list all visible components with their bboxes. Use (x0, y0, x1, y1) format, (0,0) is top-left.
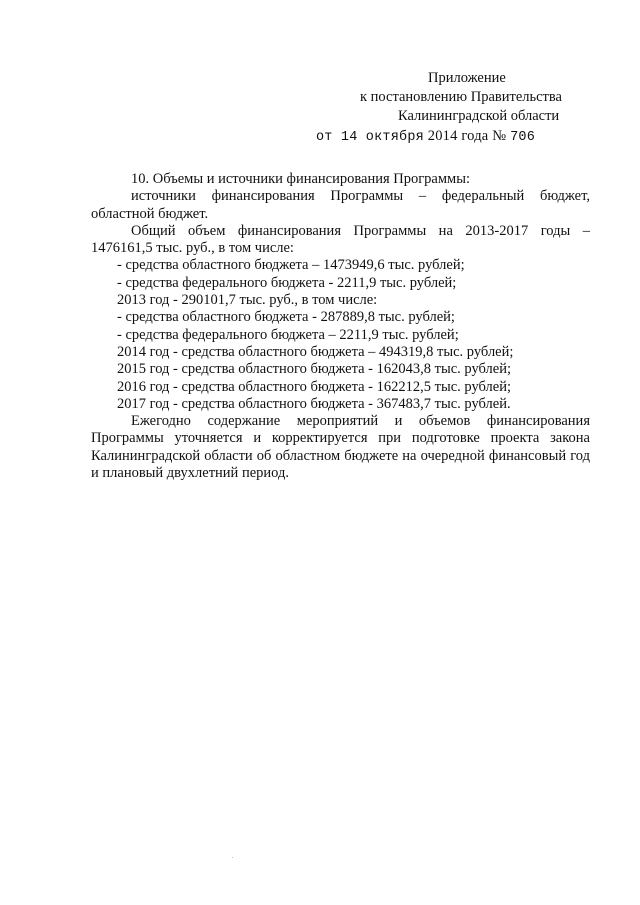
region-name: Калининградской области (398, 108, 560, 124)
funding-item: - средства федерального бюджета - 2211,9 тыс. рублей; (117, 274, 457, 291)
resolution-date-stamp: от 14 октября (316, 130, 424, 145)
sources-line-1: источники финансирования Программы – федеральный бюджет, (131, 188, 590, 205)
resolution-year-label: 2014 года № (423, 128, 511, 144)
section-title: 10. Объемы и источники финансирования Программы: (131, 171, 470, 187)
funding-item: 2013 год - 290101,7 тыс. руб., в том числе: (117, 292, 378, 309)
financing-section (91, 171, 590, 482)
total-line-2: 1476161,5 тыс. руб., в том числе: (91, 240, 294, 257)
funding-item: 2014 год - средства областного бюджета – 494319,8 тыс. рублей; (117, 343, 514, 360)
closing-paragraph: Ежегодно содержание мероприятий и объемов финансирования Программы уточняется и корректируется при подготовке проекта закона Калининградской области об областном бюджете на очередной финансовый год и плановый двухлетний период. (91, 413, 590, 482)
scan-speck (232, 857, 233, 858)
funding-item: - средства федерального бюджета – 2211,9 тыс. рублей; (117, 326, 459, 343)
resolution-reference: к постановлению Правительства (360, 89, 562, 105)
sources-line-2: областной бюджет. (91, 205, 209, 222)
resolution-number: 706 (510, 130, 535, 145)
funding-item: 2016 год - средства областного бюджета - 162212,5 тыс. рублей; (117, 378, 511, 395)
funding-item: - средства областного бюджета - 287889,8 тыс. рублей; (117, 309, 455, 326)
total-line-1: Общий объем финансирования Программы на 2013-2017 годы – (131, 222, 590, 239)
resolution-date-number (316, 126, 535, 148)
funding-item: - средства областного бюджета – 1473949,6 тыс. рублей; (117, 257, 465, 274)
appendix-label: Приложение (428, 70, 506, 86)
funding-item: 2015 год - средства областного бюджета - 162043,8 тыс. рублей; (117, 361, 511, 378)
funding-item: 2017 год - средства областного бюджета - 367483,7 тыс. рублей. (117, 395, 511, 412)
